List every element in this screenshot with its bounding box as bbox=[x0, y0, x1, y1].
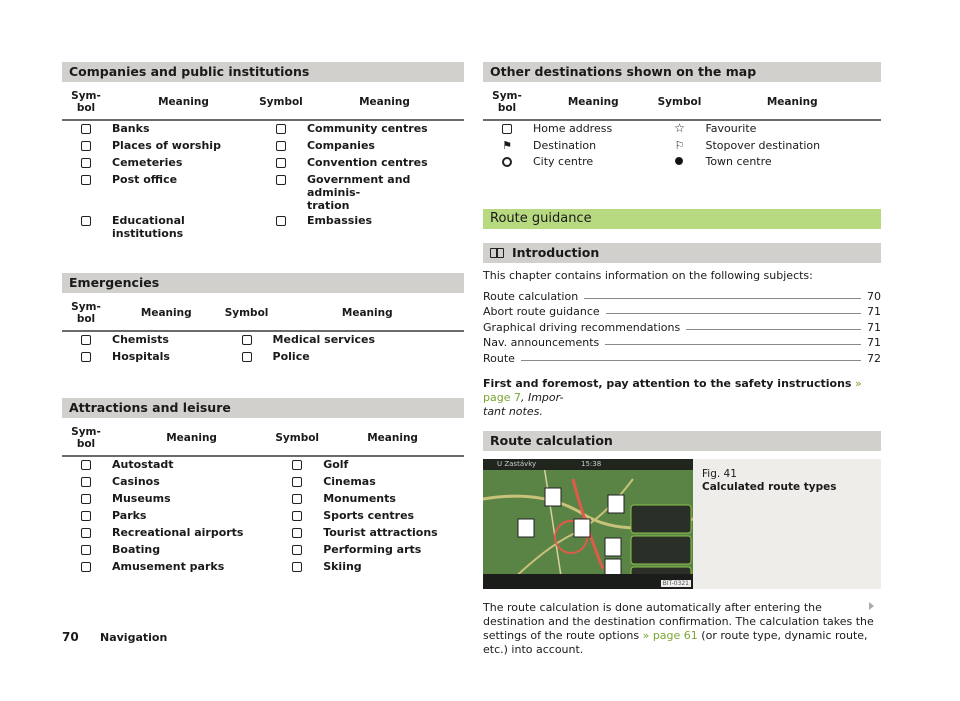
meaning-boating: Boating bbox=[112, 543, 161, 556]
attractions-heading: Attractions and leisure bbox=[62, 398, 464, 418]
meaning-monuments: Monuments bbox=[323, 492, 396, 505]
meaning-cemeteries: Cemeteries bbox=[112, 156, 183, 169]
meaning-home-address: Home address bbox=[533, 122, 613, 135]
safety-page-link[interactable]: » page 7 bbox=[483, 376, 862, 404]
hospital-icon bbox=[81, 352, 91, 362]
theatre-masks-icon bbox=[292, 545, 302, 555]
col-header-symbol: Sym- bol bbox=[62, 88, 110, 120]
pharmacy-cross-icon bbox=[81, 335, 91, 345]
intro-text: This chapter contains information on the following subjects: bbox=[483, 269, 813, 282]
meaning-sports-centres: Sports centres bbox=[323, 509, 415, 522]
table-row bbox=[483, 154, 881, 171]
safety-note: First and foremost, pay attention to the safety instructions » page 7, Impor- tant notes. bbox=[483, 376, 862, 418]
table-row bbox=[483, 138, 881, 154]
envelope-icon bbox=[81, 175, 91, 185]
continue-arrow-icon bbox=[869, 602, 874, 610]
meaning-casinos: Casinos bbox=[112, 475, 160, 488]
meaning-embassies: Embassies bbox=[306, 214, 373, 227]
embassy-icon bbox=[276, 216, 286, 226]
col-header-meaning-2: Meaning bbox=[305, 88, 464, 120]
other-destinations-heading: Other destinations shown on the map bbox=[483, 62, 881, 82]
meaning-chemists: Chemists bbox=[112, 333, 169, 346]
cinema-icon bbox=[292, 477, 302, 487]
meaning-cinemas: Cinemas bbox=[323, 475, 376, 488]
col-header-meaning: Meaning bbox=[110, 88, 257, 120]
figure-41 bbox=[483, 459, 881, 589]
toc-item[interactable]: Route calculation 70 bbox=[483, 289, 881, 303]
town-centre-dot-icon bbox=[675, 157, 683, 165]
meaning-golf: Golf bbox=[323, 458, 349, 471]
col-header-meaning-2: Meaning bbox=[703, 88, 881, 120]
emergencies-table bbox=[62, 299, 464, 366]
table-row bbox=[62, 138, 464, 155]
government-icon bbox=[276, 175, 286, 185]
col-header-symbol-2: Symbol bbox=[273, 424, 321, 456]
book-icon bbox=[490, 248, 504, 258]
church-icon bbox=[81, 141, 91, 151]
meaning-amusement-parks: Amusement parks bbox=[112, 560, 225, 573]
route-options-page-link[interactable]: » page 61 bbox=[642, 628, 698, 642]
col-header-meaning: Meaning bbox=[531, 88, 655, 120]
emergencies-heading: Emergencies bbox=[62, 273, 464, 293]
table-row bbox=[483, 120, 881, 138]
skiing-icon bbox=[292, 562, 302, 572]
meaning-convention-centres: Convention centres bbox=[306, 156, 428, 169]
meaning-tourist-attractions: Tourist attractions bbox=[323, 526, 438, 539]
meaning-parks: Parks bbox=[112, 509, 147, 522]
col-header-meaning-2: Meaning bbox=[271, 299, 464, 331]
bank-icon bbox=[81, 124, 91, 134]
meaning-destination: Destination bbox=[533, 139, 597, 152]
medical-icon bbox=[242, 335, 252, 345]
school-icon bbox=[81, 216, 91, 226]
meaning-government: Government and adminis- tration bbox=[306, 173, 411, 212]
meaning-banks: Banks bbox=[112, 122, 150, 135]
meaning-museums: Museums bbox=[112, 492, 171, 505]
table-row bbox=[62, 120, 464, 138]
meaning-companies: Companies bbox=[306, 139, 375, 152]
factory-icon bbox=[276, 141, 286, 151]
col-header-meaning: Meaning bbox=[110, 424, 273, 456]
table-row bbox=[62, 155, 464, 172]
star-icon: ☆ bbox=[674, 121, 685, 135]
meaning-skiing: Skiing bbox=[323, 560, 362, 573]
table-row bbox=[62, 349, 464, 366]
checkered-flag-icon: ⚑ bbox=[502, 139, 512, 152]
table-row bbox=[62, 542, 464, 559]
route-guidance-heading: Route guidance bbox=[483, 209, 881, 229]
introduction-heading bbox=[483, 243, 881, 263]
footer-section: Navigation bbox=[100, 631, 168, 644]
col-header-symbol: Sym- bol bbox=[483, 88, 531, 120]
camera-icon bbox=[292, 528, 302, 538]
col-header-meaning: Meaning bbox=[110, 299, 223, 331]
attractions-table bbox=[62, 424, 464, 576]
left-column bbox=[62, 62, 464, 576]
toc-item[interactable]: Nav. announcements 71 bbox=[483, 336, 881, 349]
col-header-symbol-2: Symbol bbox=[257, 88, 305, 120]
route-calculation-heading: Route calculation bbox=[483, 431, 881, 451]
other-destinations-table bbox=[483, 88, 881, 171]
meaning-favourite: Favourite bbox=[705, 122, 757, 135]
table-row bbox=[62, 213, 464, 241]
meaning-medical-services: Medical services bbox=[272, 333, 376, 346]
table-row bbox=[62, 331, 464, 349]
meaning-police: Police bbox=[272, 350, 310, 363]
flag-icon: ⚐ bbox=[674, 139, 685, 152]
table-row bbox=[62, 525, 464, 542]
community-centre-icon bbox=[276, 124, 286, 134]
airport-icon bbox=[81, 528, 91, 538]
golf-icon bbox=[292, 460, 302, 470]
toc-item[interactable]: Abort route guidance 71 bbox=[483, 305, 881, 318]
amusement-park-icon bbox=[81, 562, 91, 572]
col-header-symbol: Sym- bol bbox=[62, 424, 110, 456]
autostadt-icon bbox=[81, 460, 91, 470]
meaning-recreational-airports: Recreational airports bbox=[112, 526, 244, 539]
companies-table bbox=[62, 88, 464, 241]
casino-icon bbox=[81, 477, 91, 487]
introduction-title: Introduction bbox=[512, 245, 600, 260]
toc-item[interactable]: Route 72 bbox=[483, 351, 881, 365]
table-of-contents bbox=[483, 287, 881, 365]
figure-caption: Fig. 41 Calculated route types bbox=[702, 467, 837, 493]
meaning-post-office: Post office bbox=[112, 173, 178, 186]
col-header-symbol: Sym- bol bbox=[62, 299, 110, 331]
meaning-stopover-destination: Stopover destination bbox=[705, 139, 821, 152]
meaning-educational-institutions: Educational institutions bbox=[112, 214, 185, 240]
meaning-hospitals: Hospitals bbox=[112, 350, 170, 363]
meaning-autostadt: Autostadt bbox=[112, 458, 174, 471]
meaning-places-of-worship: Places of worship bbox=[112, 139, 221, 152]
museum-icon bbox=[81, 494, 91, 504]
col-header-symbol-2: Symbol bbox=[223, 299, 271, 331]
col-header-meaning-2: Meaning bbox=[321, 424, 464, 456]
meaning-city-centre: City centre bbox=[533, 155, 594, 168]
police-icon bbox=[242, 352, 252, 362]
cemetery-icon bbox=[81, 158, 91, 168]
table-row bbox=[62, 491, 464, 508]
sports-centre-icon bbox=[292, 511, 302, 521]
meaning-town-centre: Town centre bbox=[705, 155, 772, 168]
map-status-bar: U Zastávky 15:38 bbox=[483, 459, 693, 470]
col-header-symbol-2: Symbol bbox=[655, 88, 703, 120]
table-row bbox=[62, 172, 464, 213]
toc-item[interactable]: Graphical driving recommendations 71 bbox=[483, 320, 881, 334]
companies-heading: Companies and public institutions bbox=[62, 62, 464, 82]
table-row bbox=[62, 456, 464, 474]
navigation-map-screenshot: U Zastávky 15:38 BIT-0321 bbox=[483, 459, 693, 589]
table-row bbox=[62, 508, 464, 525]
route-calc-paragraph: The route calculation is done automatically after entering the destination and the destination confirmation. The calculation takes the settings of the route options » page 61 (or route type, dynamic route, etc.) into account. bbox=[483, 600, 874, 656]
page-number: 70 bbox=[62, 630, 79, 644]
meaning-performing-arts: Performing arts bbox=[323, 543, 422, 556]
table-row bbox=[62, 474, 464, 491]
meaning-community-centres: Community centres bbox=[306, 122, 428, 135]
boat-icon bbox=[81, 545, 91, 555]
park-icon bbox=[81, 511, 91, 521]
right-column bbox=[483, 62, 881, 657]
city-centre-ring-icon bbox=[502, 157, 512, 167]
home-icon bbox=[502, 124, 512, 134]
table-row bbox=[62, 559, 464, 576]
monument-icon bbox=[292, 494, 302, 504]
flags-icon bbox=[276, 158, 286, 168]
